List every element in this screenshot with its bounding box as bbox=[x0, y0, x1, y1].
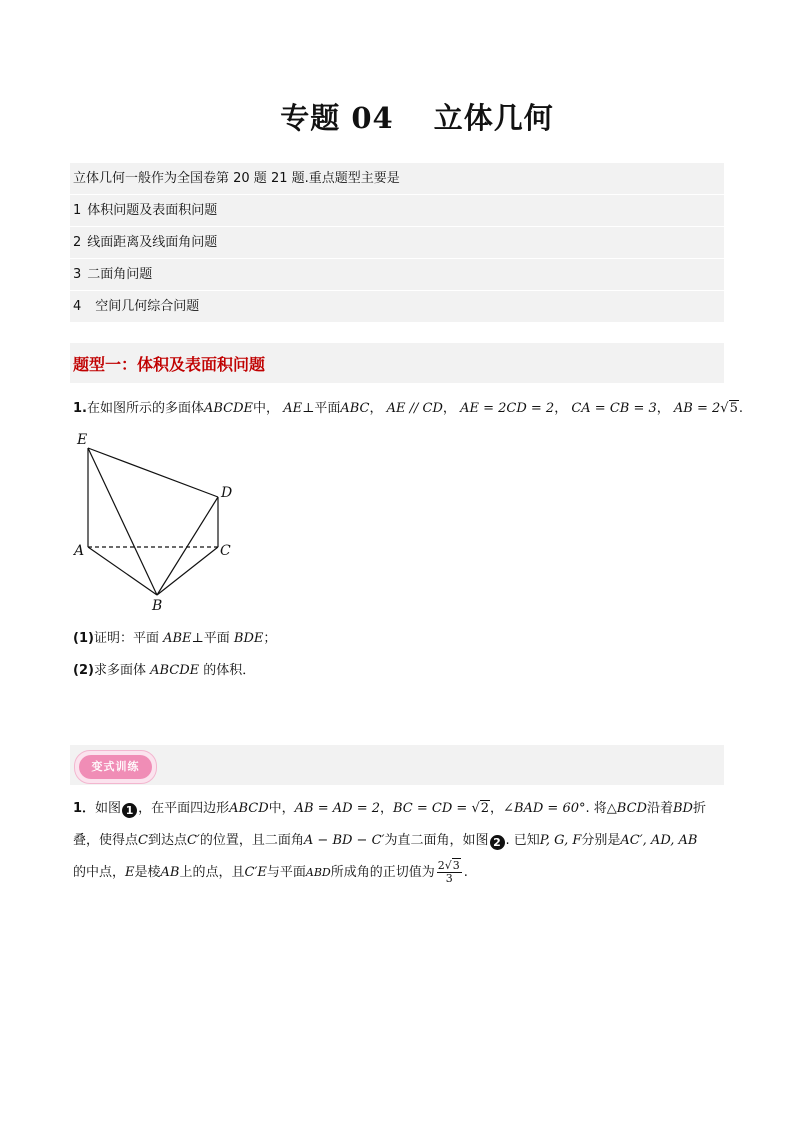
sqrt-radicand: 5 bbox=[729, 401, 738, 416]
summary-item-text: 空间几何综合问题 bbox=[95, 299, 200, 314]
math-condition: ∠BAD = 60° bbox=[503, 801, 586, 816]
separator: ， bbox=[442, 401, 456, 416]
math-point: C bbox=[138, 833, 148, 848]
vertex-label-D: D bbox=[221, 485, 233, 501]
vertex-label-C: C bbox=[220, 543, 231, 559]
problem-2-line-2 bbox=[73, 829, 727, 850]
problem-text: 的体积． bbox=[203, 663, 256, 678]
punctuation: . bbox=[738, 401, 744, 416]
math-edge: BD bbox=[672, 801, 693, 816]
sub-question-mark: (2) bbox=[73, 663, 94, 678]
sub-question-mark: (1) bbox=[73, 631, 94, 646]
section-heading: 题型一：体积及表面积问题 bbox=[73, 355, 266, 374]
vertex-label-B: B bbox=[152, 598, 163, 614]
problem-text: 的中点， bbox=[73, 865, 126, 881]
math-point: E bbox=[125, 865, 135, 881]
problem-2-line-1 bbox=[73, 797, 727, 818]
fraction-numerator: 2√3 bbox=[437, 859, 460, 872]
problem-number: 1． bbox=[73, 801, 96, 816]
problem-text: 如图 bbox=[95, 801, 122, 816]
practice-badge-label: 变式训练 bbox=[79, 755, 152, 779]
math-dihedral-angle: A − BD − C′ bbox=[303, 833, 385, 848]
summary-item-number: 3 bbox=[73, 267, 82, 282]
polyhedron-figure bbox=[70, 428, 260, 618]
problem-text: 证明：平面 bbox=[93, 631, 159, 646]
page-title bbox=[0, 96, 794, 137]
math-term: ABC bbox=[340, 401, 370, 416]
punctuation: ； bbox=[263, 631, 277, 646]
numerator-coefficient: 2 bbox=[437, 859, 445, 872]
problem-text: 中， bbox=[253, 401, 280, 416]
sqrt-radicand: 3 bbox=[452, 859, 460, 872]
practice-badge bbox=[74, 750, 157, 784]
summary-intro: 立体几何一般作为全国卷第 20 题 21 题.重点题型主要是 bbox=[70, 163, 724, 195]
summary-item-text: 二面角问题 bbox=[87, 267, 153, 282]
problem-text: 分别是 bbox=[581, 833, 621, 848]
math-triangle: △BCD bbox=[606, 801, 647, 816]
separator: ， bbox=[554, 401, 568, 416]
problem-text: 上的点，且 bbox=[179, 865, 245, 881]
summary-item bbox=[70, 195, 724, 227]
vertex-label-A: A bbox=[74, 543, 85, 559]
fraction bbox=[437, 860, 462, 885]
problem-text: 在如图所示的多面体 bbox=[86, 401, 204, 416]
summary-item-number: 4 bbox=[73, 299, 82, 314]
math-quad: ABCD bbox=[229, 801, 269, 816]
math-term: AE bbox=[283, 401, 303, 416]
problem-text: 所成角的正切值为 bbox=[330, 865, 435, 881]
math-symbol: ⊥ bbox=[302, 401, 315, 416]
title-topic-number: 专题 04 bbox=[280, 101, 394, 135]
problem-text: 沿着 bbox=[646, 801, 673, 816]
summary-item bbox=[70, 227, 724, 259]
edge-DB bbox=[157, 497, 218, 595]
problem-text: 是棱 bbox=[134, 865, 161, 881]
sqrt-symbol: √2 bbox=[471, 801, 490, 816]
math-segment: C′E bbox=[244, 865, 267, 881]
problem-text: 为直二面角，如图 bbox=[384, 833, 489, 848]
separator: ， bbox=[369, 401, 383, 416]
problem-text: 的位置，且二面角 bbox=[199, 833, 304, 848]
math-condition: AE // CD bbox=[386, 401, 443, 416]
summary-item bbox=[70, 291, 724, 323]
edge-AB bbox=[88, 547, 157, 595]
math-point: C′ bbox=[186, 833, 200, 848]
summary-item-text: 线面距离及线面角问题 bbox=[87, 235, 218, 250]
sub-question-2 bbox=[73, 659, 255, 678]
math-points: P, G, F bbox=[539, 833, 582, 848]
math-condition: AE = 2CD = 2 bbox=[460, 401, 555, 416]
separator: ， bbox=[380, 801, 394, 816]
circled-number: 2 bbox=[490, 835, 505, 850]
problem-text: . 将 bbox=[585, 801, 607, 816]
practice-section-bar bbox=[70, 745, 724, 785]
problem-text: 平面 bbox=[203, 631, 230, 646]
math-solid: ABCDE bbox=[204, 401, 254, 416]
math-plane: BDE bbox=[233, 631, 264, 646]
problem-text: 折 bbox=[692, 801, 706, 816]
math-segments: AC′, AD, AB bbox=[620, 833, 698, 848]
problem-text: 叠，使得点 bbox=[73, 833, 139, 848]
vertex-label-E: E bbox=[77, 432, 88, 448]
math-plane: ABD bbox=[305, 866, 331, 880]
problem-text: 求多面体 bbox=[93, 663, 146, 678]
edge-CB bbox=[157, 547, 218, 595]
math-condition: BC = CD = bbox=[393, 801, 472, 816]
problem-text: . 已知 bbox=[505, 833, 540, 848]
separator: ， bbox=[656, 401, 670, 416]
problem-1-statement bbox=[73, 397, 743, 416]
math-condition: CA = CB = 3 bbox=[571, 401, 657, 416]
math-condition: AB = AD = 2 bbox=[294, 801, 380, 816]
problem-number: 1. bbox=[73, 401, 87, 416]
punctuation: . bbox=[463, 865, 468, 881]
sub-question-1 bbox=[73, 627, 276, 646]
section-heading-bar bbox=[70, 343, 724, 383]
problem-text: 与平面 bbox=[266, 865, 306, 881]
summary-item-number: 2 bbox=[73, 235, 82, 250]
sqrt-radicand: 2 bbox=[480, 801, 490, 816]
math-solid: ABCDE bbox=[150, 663, 200, 678]
summary-item-text: 体积问题及表面积问题 bbox=[87, 203, 218, 218]
problem-text: 到达点 bbox=[147, 833, 187, 848]
title-topic-name: 立体几何 bbox=[433, 101, 554, 135]
circled-number: 1 bbox=[122, 803, 137, 818]
summary-item bbox=[70, 259, 724, 291]
problem-text: ，在平面四边形 bbox=[138, 801, 230, 816]
summary-box bbox=[70, 163, 724, 323]
math-symbol: ⊥ bbox=[191, 631, 204, 646]
math-edge: AB bbox=[160, 865, 180, 881]
math-condition: AB = 2 bbox=[673, 401, 721, 416]
summary-item-number: 1 bbox=[73, 203, 82, 218]
fraction-denominator: 3 bbox=[445, 872, 453, 886]
math-plane: ABE bbox=[163, 631, 192, 646]
problem-2-line-3 bbox=[73, 860, 727, 885]
sqrt-symbol: √5 bbox=[720, 401, 738, 416]
problem-text: 平面 bbox=[314, 401, 341, 416]
problem-text: 中， bbox=[268, 801, 295, 816]
separator: ， bbox=[490, 801, 504, 816]
